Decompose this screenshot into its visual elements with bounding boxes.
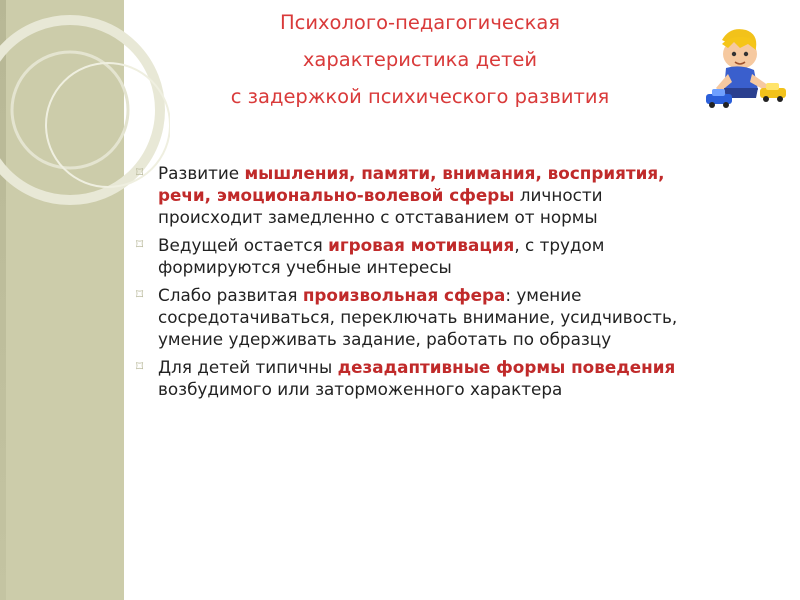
boy-with-cars-icon — [700, 26, 792, 110]
title-line: Психолого-педагогическая — [279, 11, 561, 34]
bullet-item — [132, 284, 712, 350]
bullet-list — [132, 162, 712, 406]
title-line: с задержкой психического развития — [230, 85, 610, 108]
bullet-text: , с трудом формируются учебные интересы — [158, 235, 605, 277]
bullet-text: личности происходит замедленно с отставанием от нормы — [158, 185, 603, 227]
bullet-highlight: произвольная сфера — [302, 285, 506, 305]
title-line: характеристика детей — [302, 48, 538, 71]
bullet-text: возбудимого или заторможенного характера — [158, 379, 563, 399]
bullet-highlight: игровая мотивация — [328, 235, 515, 255]
bullet-marker-icon: ⌑ — [136, 237, 144, 253]
bullet-marker-icon: ⌑ — [136, 359, 144, 375]
bullet-text: Слабо развитая — [158, 285, 303, 305]
bullet-text: Развитие — [158, 163, 245, 183]
bullet-highlight: мышления, памяти, внимания, восприятия, речи, эмоционально-волевой сферы — [158, 163, 665, 205]
bullet-item — [132, 234, 712, 278]
bullet-marker-icon: ⌑ — [136, 165, 144, 181]
bullet-text: Для детей типичны — [158, 357, 338, 377]
bullet-text: : умение сосредотачиваться, переключать внимание, усидчивость, умение удерживать задание, работать по образцу — [158, 285, 678, 349]
bullet-marker-icon: ⌑ — [136, 287, 144, 303]
bullet-highlight: дезадаптивные формы поведения — [337, 357, 676, 377]
bullet-item — [132, 162, 712, 228]
bullet-item — [132, 356, 712, 400]
bullet-text: Ведущей остается — [158, 235, 329, 255]
slide-title — [150, 4, 690, 115]
